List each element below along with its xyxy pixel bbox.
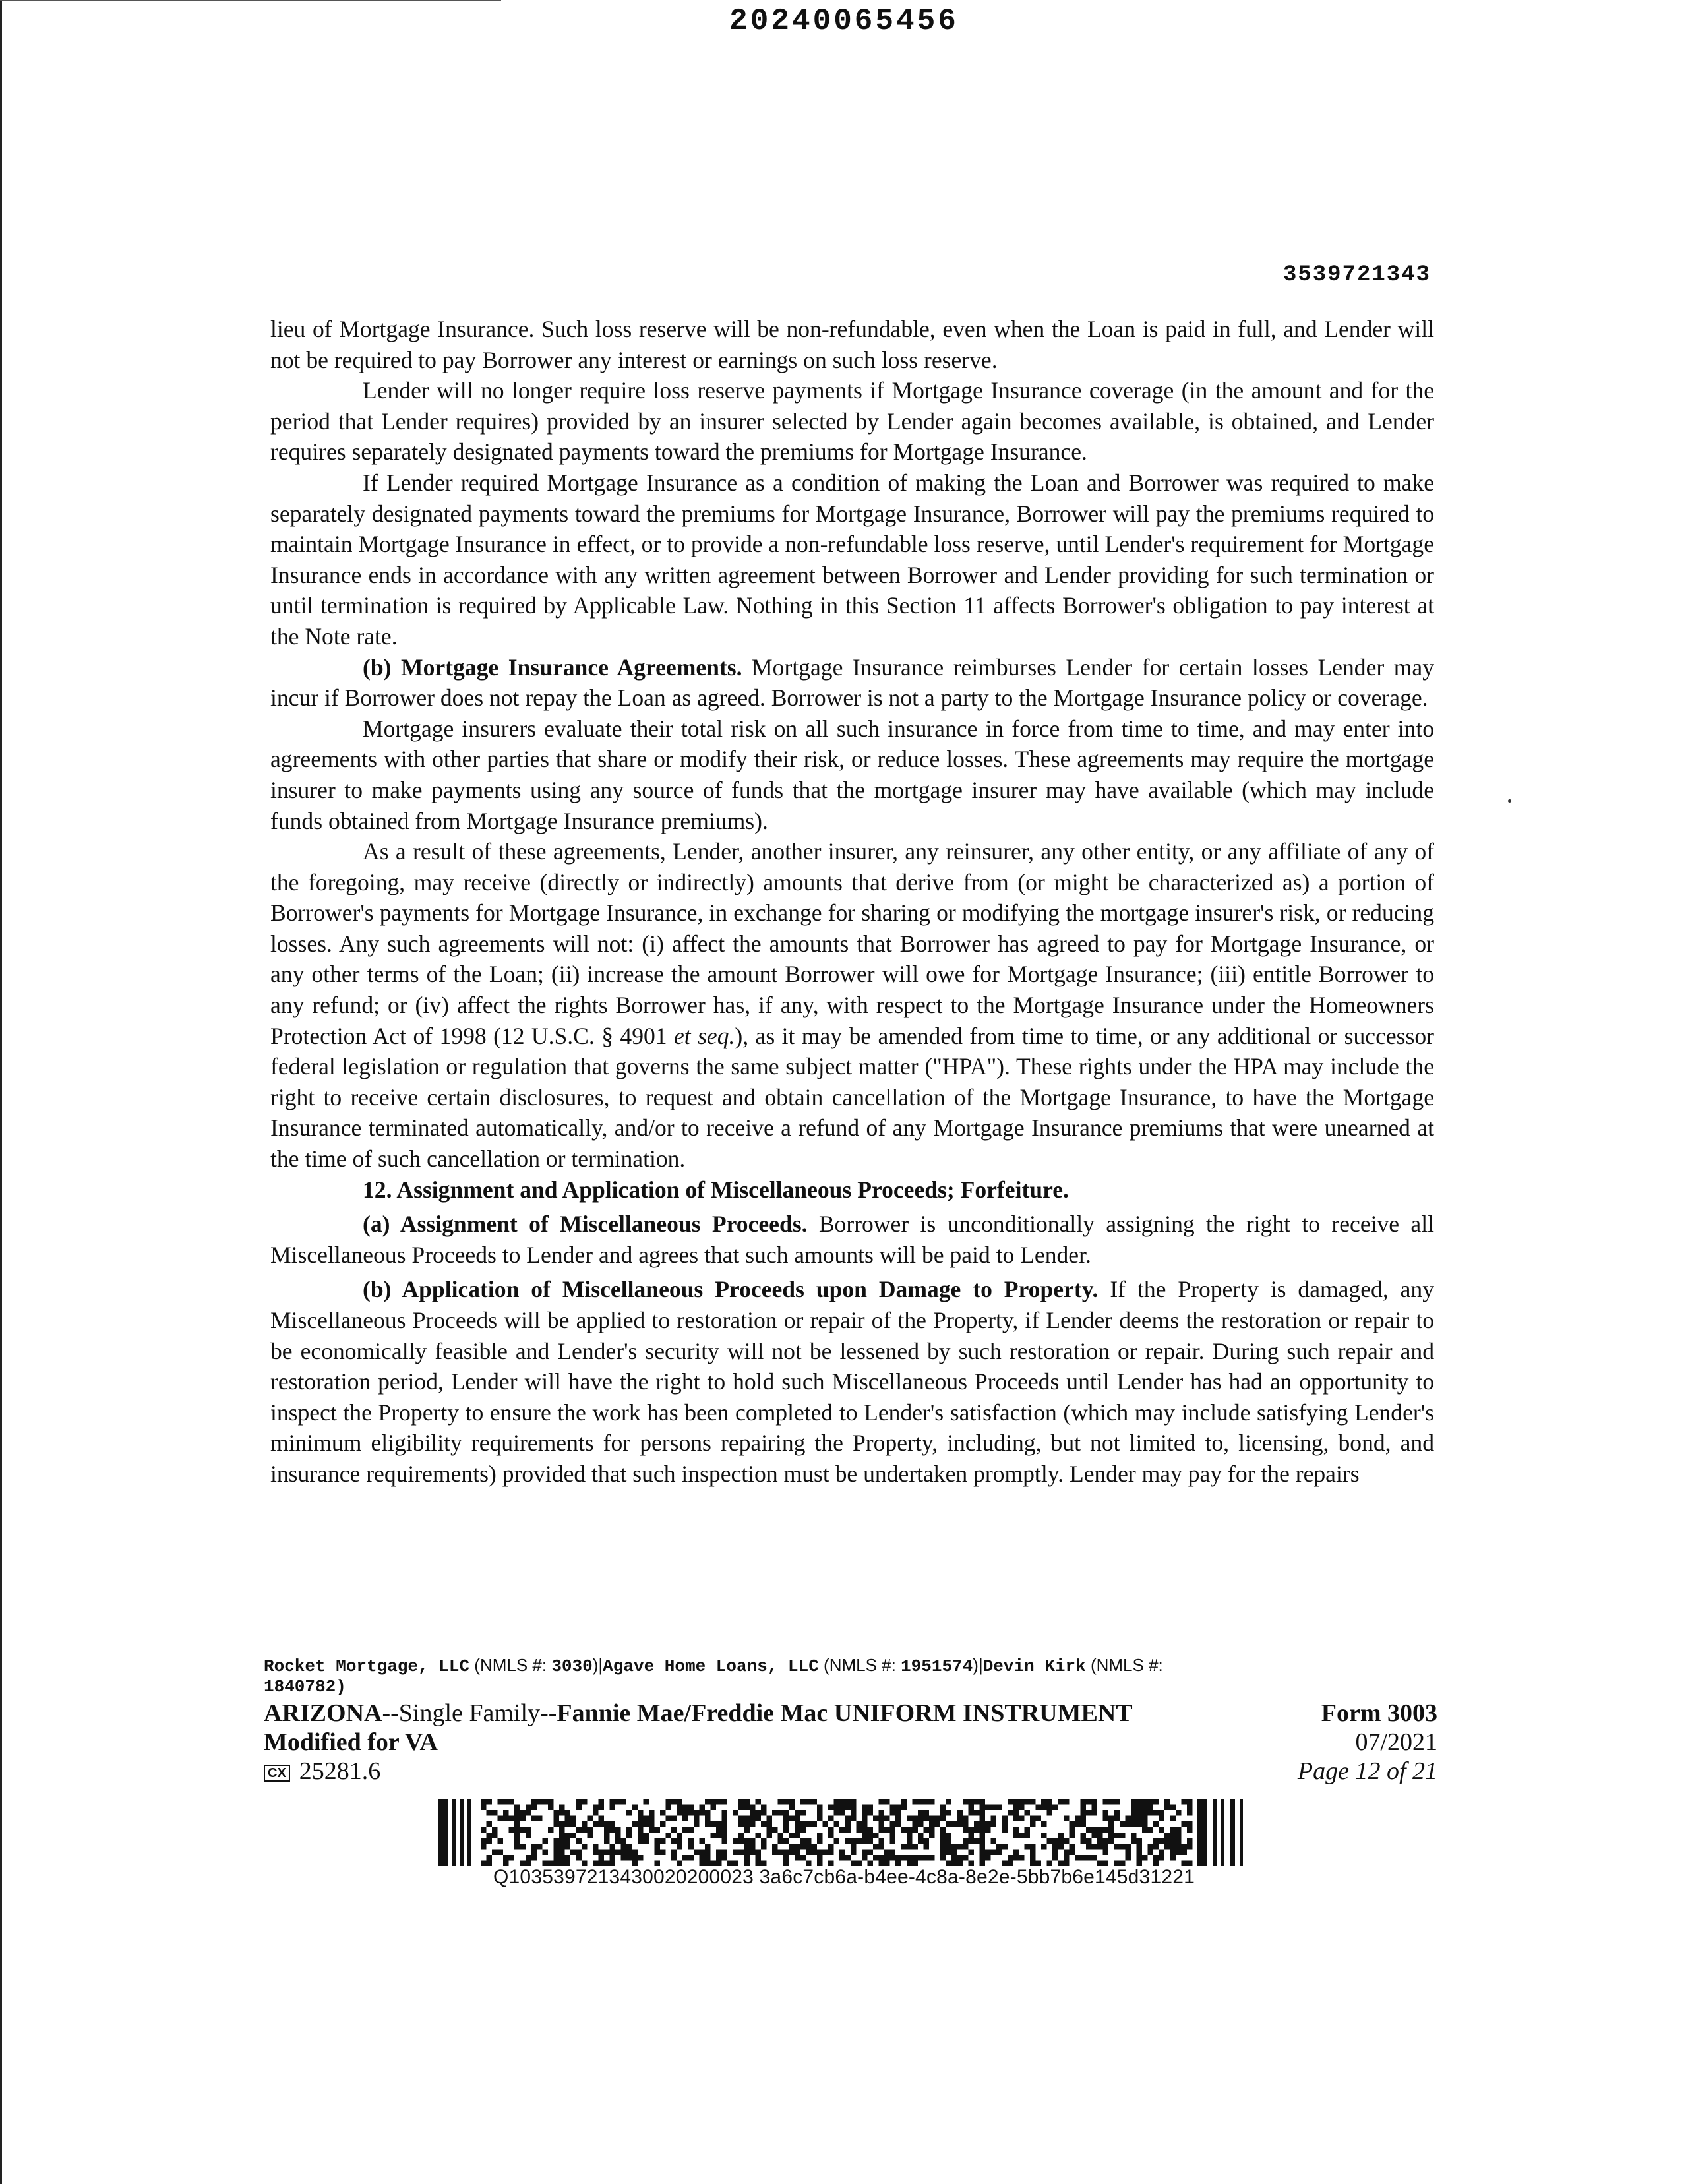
assignment-text: Borrower is unconditionally assigning the right to receive all Miscellaneous Proceeds to Lender and agrees that such amounts will be paid to Lender. [270, 1211, 1434, 1268]
mi-agreements-heading: (b) Mortgage Insurance Agreements. [363, 653, 742, 681]
paragraph-loss-reserve: lieu of Mortgage Insurance. Such loss reserve will be non-refundable, even when the Loan is paid in full, and Lender will not be required to pay Borrower any interest or earnings on such loss reserve. [270, 316, 1434, 373]
paragraph-assignment [270, 1209, 1434, 1270]
mi-agreements-text: Mortgage Insurance reimburses Lender for certain losses Lender may incur if Borrower does not repay the Loan as agreed. Borrower is not a party to the Mortgage Insurance policy or coverage. [270, 653, 1434, 712]
form-number: Form 3003 [1321, 1699, 1437, 1727]
cx-logo-icon: CX [264, 1765, 290, 1782]
form-date: 07/2021 [1355, 1728, 1437, 1756]
application-heading: (b) Application of Miscellaneous Proceeds upon Damage to Property. [363, 1276, 1099, 1303]
modified-label: Modified for VA [264, 1728, 438, 1756]
paragraph-mi-agreements [270, 652, 1434, 713]
nmls-line: Rocket Mortgage, LLC (NMLS #: 3030)|Agave Home Loans, LLC (NMLS #: 1951574)|Devin Kirk (NMLS #: 1840782) [264, 1655, 1163, 1697]
section-12-heading: 12. Assignment and Application of Miscellaneous Proceeds; Forfeiture. [363, 1176, 1069, 1203]
application-text: If the Property is damaged, any Miscellaneous Proceeds will be applied to restoration or repair of the Property, if Lender deems the restoration or repair to be economically feasible and Lender's security will not be lessened by such restoration or repair. During such repair and restoration period, Lender will have the right to hold such Miscellaneous Proceeds until Lender has had an opportunity to inspect the Property to ensure the work has been completed to Lender's satisfaction (which may include satisfying Lender's minimum eligibility requirements for persons repairing the Property, including, but not limited to, licensing, bond, and insurance requirements) provided that such inspection must be undertaken promptly. Lender may pay for the repairs [270, 1276, 1435, 1487]
barcode-icon [438, 1799, 1250, 1866]
page-top-rule [0, 0, 501, 1]
barcode-text: Q1035397213430020200023 3a6c7cb6a-b4ee-4c8a-8e2e-5bb7b6e145d31221 [493, 1866, 1195, 1888]
et-seq: et seq. [673, 1022, 735, 1049]
agreements-text-a: As a result of these agreements, Lender, another insurer, any reinsurer, any other entity, or any affiliate of any of the foregoing, may receive (directly or indirectly) amounts that derive from (or might be characterized as) a portion of Borrower's payments for Mortgage Insurance, in exchange for sharing or modifying the mortgage insurer's risk, or reducing losses. Any such agreements will not: (i) affect the amounts that Borrower has agreed to pay for Mortgage Insurance, or any other terms of the Loan; (ii) increase the amount Borrower will owe for Mortgage Insurance; (iii) entitle Borrower to any refund; or (iv) affect the rights Borrower has, if any, with respect to the Mortgage Insurance under the Homeowners Protection Act of 1998 (12 U.S.C. § 4901 [270, 838, 1434, 1049]
recording-number: 20240065456 [729, 4, 959, 38]
lender-rocket: Rocket Mortgage, LLC [264, 1656, 470, 1676]
loan-number: 3539721343 [1282, 262, 1431, 288]
form-info [1298, 1699, 1437, 1786]
paragraph-application [270, 1274, 1434, 1489]
assignment-heading: (a) Assignment of Miscellaneous Proceeds. [363, 1211, 808, 1238]
document-body [270, 314, 1434, 1490]
loan-officer: Devin Kirk [982, 1656, 1086, 1676]
state-name: ARIZONA [264, 1699, 382, 1727]
agreements-text-b: ), as it may be amended from time to time, or any additional or successor federal legislation or regulation that governs the same subject matter ("HPA"). These rights under the HPA may include the right to receive certain disclosures, to request and obtain cancellation of the Mortgage Insurance, to have the Mortgage Insurance terminated automatically, and/or to receive a refund of any Mortgage Insurance premiums that were unearned at the time of such cancellation or termination. [270, 1022, 1434, 1172]
form-version: 25281.6 [299, 1757, 381, 1785]
lender-agave: Agave Home Loans, LLC [603, 1656, 819, 1676]
form-description: ARIZONA--Single Family--Fannie Mae/Freddie Mac UNIFORM INSTRUMENT Modified for VA CX 25281.6 [264, 1699, 1133, 1785]
page-number: Page 12 of 21 [1297, 1757, 1437, 1785]
paragraph-agreements-result [270, 836, 1434, 1174]
paragraph-mortgage-insurers: Mortgage insurers evaluate their total risk on all such insurance in force from time to time, and may enter into agreements with other parties that share or modify their risk, or reduce losses. These agreements may require the mortgage insurer to make payments using any source of funds that the mortgage insurer may have available (which may include funds obtained from Mortgage Insurance premiums). [270, 715, 1434, 834]
paragraph-premium-payments: If Lender required Mortgage Insurance as a condition of making the Loan and Borrower was required to make separately designated payments toward the premiums for Mortgage Insurance, Borrower will pay the premiums required to maintain Mortgage Insurance in effect, or to provide a non-refundable loss reserve, until Lender's requirement for Mortgage Insurance ends in accordance with any written agreement between Borrower and Lender providing for such termination or until termination is required by Applicable Law. Nothing in this Section 11 affects Borrower's obligation to pay interest at the Note rate. [270, 469, 1434, 650]
scan-speck [1508, 799, 1511, 803]
page-scan-edge [0, 0, 2, 2184]
paragraph-loss-reserve-end: Lender will no longer require loss reserve payments if Mortgage Insurance coverage (in the amount and for the period that Lender requires) provided by an insurer selected by Lender again becomes available, is obtained, and Lender requires separately designated payments toward the premiums for Mortgage Insurance. [270, 377, 1434, 466]
document-footer [264, 1655, 1437, 1786]
